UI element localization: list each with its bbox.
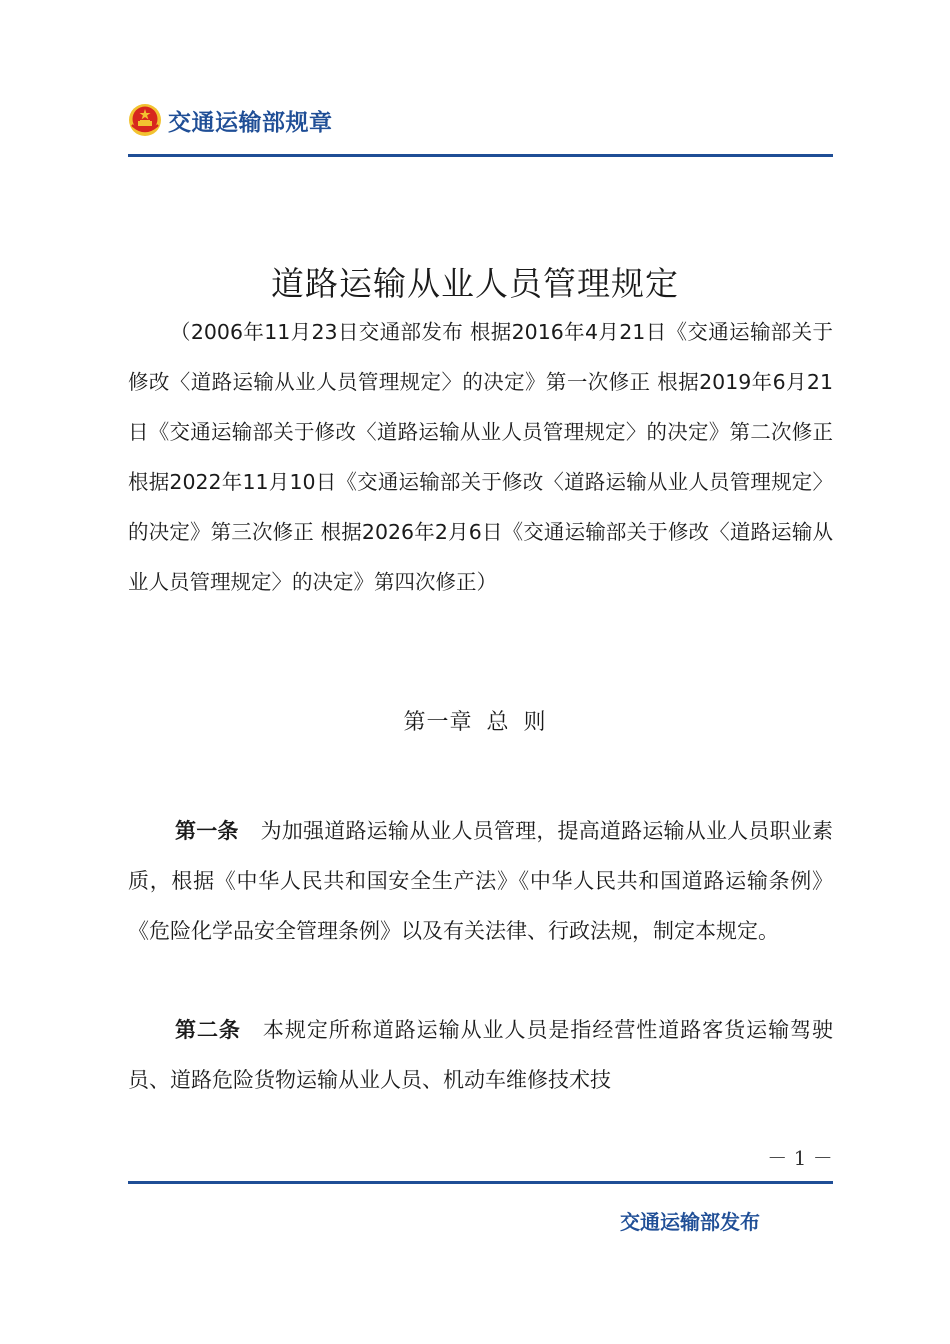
article-2-label: 第二条 (175, 1018, 241, 1042)
footer-divider (128, 1181, 833, 1184)
amendment-history: （2006年11月23日交通部发布 根据2016年4月21日《交通运输部关于修改〈道路运输从业人员管理规定〉的决定》第一次修正 根据2019年6月21日《交通运输部关于修改〈道路运输从业人员管理规定〉的决定》第二次修正 根据2022年11月10日《交通运输部关于修改〈道路运输从业人员管理规定〉的决定》第三次修正 根据2026年2月6日《交通运输部关于修改〈道路运输从业人员管理规定〉的决定》第四次修正） (128, 320, 833, 594)
article-2-text: 本规定所称道路运输从业人员是指经营性道路客货运输驾驶员、道路危险货物运输从业人员、机动车维修技术技 (128, 1018, 834, 1092)
header-title: 交通运输部规章 (168, 109, 333, 136)
header-divider (128, 154, 833, 157)
chapter-name-part1: 总 (486, 710, 510, 735)
article-1-label: 第一条 (175, 819, 239, 843)
article-1 (128, 806, 833, 956)
chapter-heading (0, 705, 950, 736)
chapter-number: 第一章 (403, 710, 473, 735)
article-1-text: 为加强道路运输从业人员管理，提高道路运输从业人员职业素质，根据《中华人民共和国安全生产法》《中华人民共和国道路运输条例》《危险化学品安全管理条例》以及有关法律、行政法规，制定本规定。 (128, 819, 834, 943)
document-title: 道路运输从业人员管理规定 (271, 264, 679, 303)
page-number: － 1 － (767, 1146, 833, 1170)
national-emblem-icon (128, 103, 162, 137)
document-header (128, 100, 333, 140)
article-2 (128, 1005, 833, 1105)
chapter-name-part2: 则 (523, 710, 547, 735)
footer-publisher: 交通运输部发布 (620, 1210, 760, 1234)
